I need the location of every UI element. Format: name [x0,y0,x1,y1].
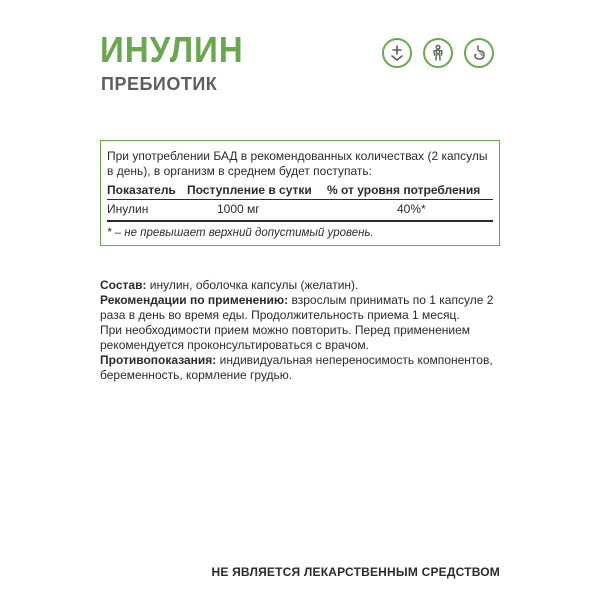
stomach-icon [464,38,494,68]
header-daily-intake: Поступление в сутки [187,181,327,200]
table-header-row [107,181,493,200]
nutrition-box [100,140,500,246]
product-info [100,278,500,383]
human-body-icon [423,38,453,68]
row-amount: 1000 мг [187,200,327,222]
header-indicator: Показатель [107,181,187,200]
product-title: ИНУЛИН [100,29,244,70]
contraindications-text: индивидуальная непереносимость компонентов, беременность, кормление грудью. [100,353,493,382]
nutrition-intro: При употреблении БАД в рекомендованных количествах (2 капсулы в день), в организм в среднем будет поступать: [107,149,488,178]
row-name: Инулин [107,200,187,222]
footnote: * – не превышает верхний допустимый уровень. [107,227,374,239]
header-percent: % от уровня потребления [327,181,493,200]
contraindications-label: Противопоказания: [100,353,217,367]
composition-text: инулин, оболочка капсулы (желатин). [146,278,359,292]
recommendations-extra: При необходимости прием можно повторить. Перед применением рекомендуется проконсультироваться с врачом. [100,323,470,352]
product-subtitle: ПРЕБИОТИК [101,74,218,94]
feature-icons [382,38,494,68]
nutrition-table [107,181,493,222]
recommendations-label: Рекомендации по применению: [100,293,289,307]
recommendations-text: взрослым принимать по 1 капсуле 2 раза в день во время еды. Продолжительность приема 1 месяц. [100,293,494,322]
row-percent: 40%* [327,200,493,222]
table-row [107,200,493,222]
contraindications [100,353,500,383]
digestion-plus-icon [382,38,412,68]
composition-label: Состав: [100,278,147,292]
composition [100,278,500,293]
recommendations [100,293,500,323]
disclaimer: НЕ ЯВЛЯЕТСЯ ЛЕКАРСТВЕННЫМ СРЕДСТВОМ [211,565,500,579]
